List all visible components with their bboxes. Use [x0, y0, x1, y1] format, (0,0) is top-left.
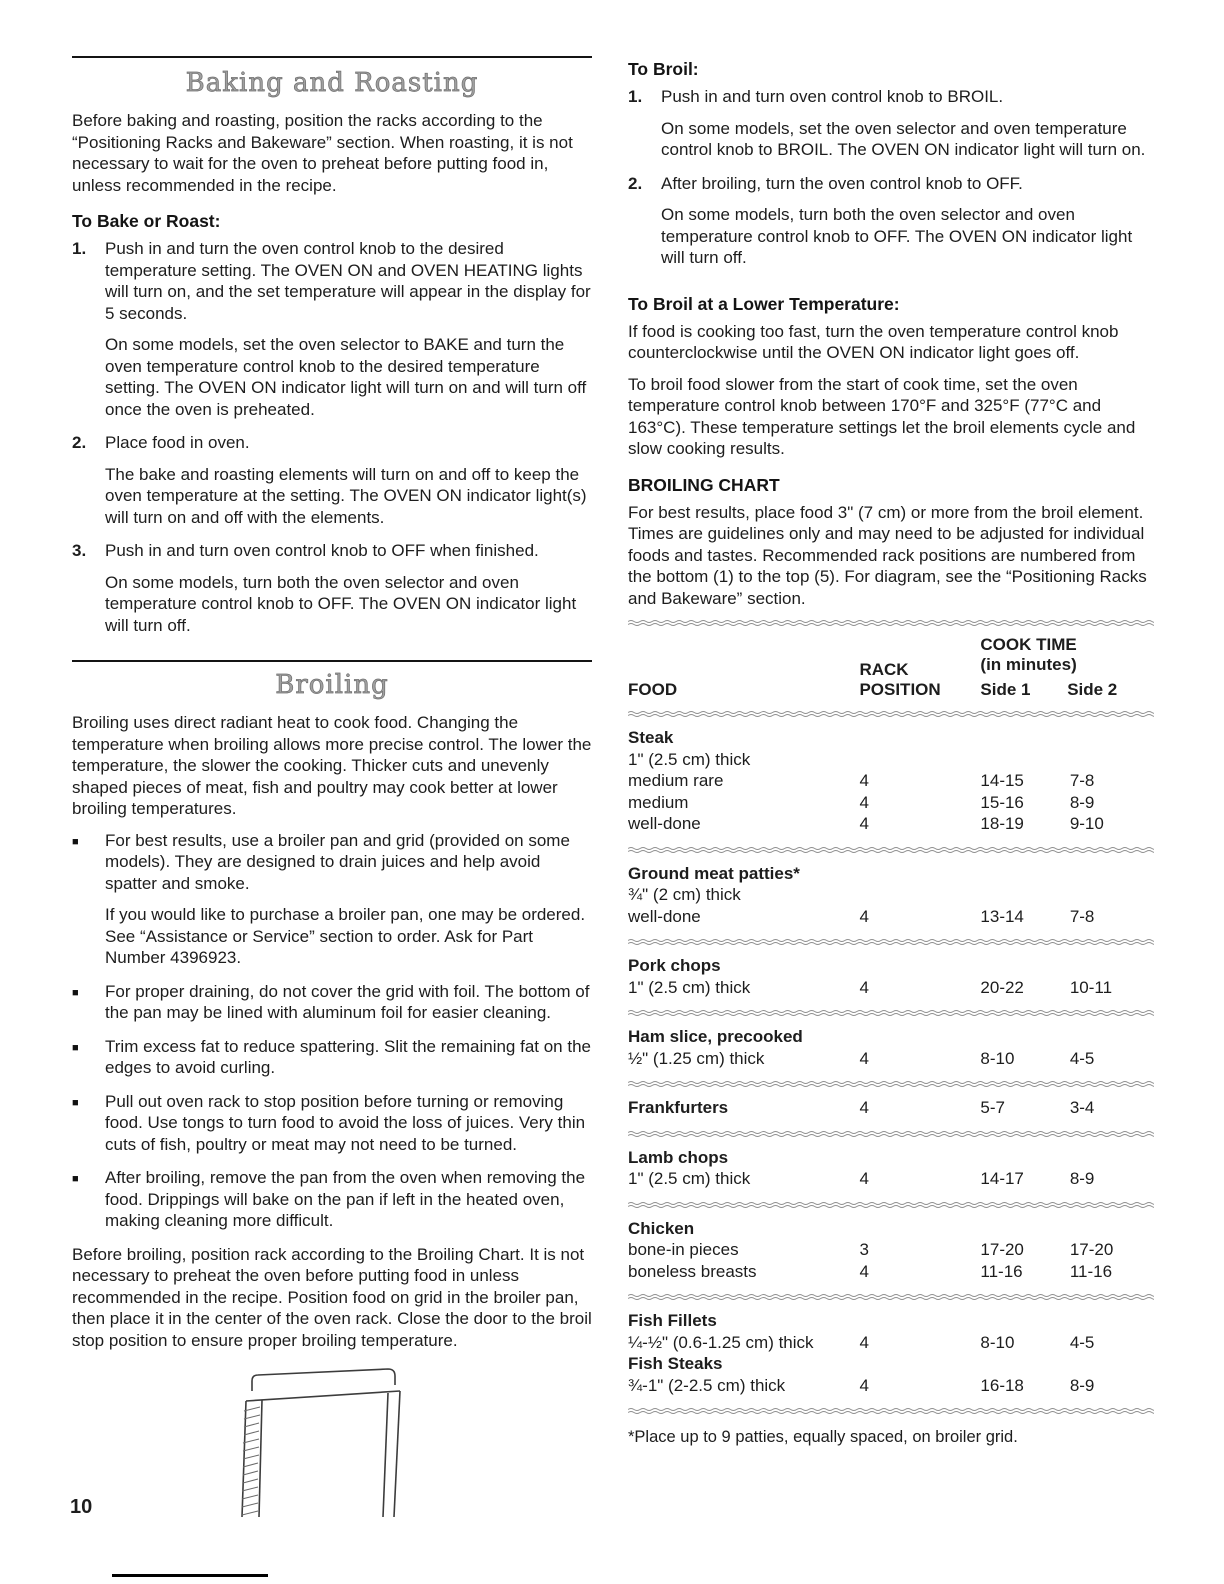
step-body [661, 173, 1154, 279]
table-cell-rack: 4 [859, 1332, 869, 1352]
step-number: 3. [72, 541, 87, 560]
table-cell-side1 [980, 863, 1069, 885]
table-cell-label: Chicken [628, 1218, 695, 1238]
table-cell-label: medium [628, 792, 689, 812]
step-text: On some models, turn both the oven selector and oven temperature control knob to OFF. The OVEN ON indicator light will turn off. [105, 572, 577, 635]
table-row [628, 955, 1154, 977]
broil-step-1 [628, 86, 1154, 171]
squiggle-divider [628, 1293, 1154, 1301]
table-cell-rack [859, 727, 980, 749]
table-cell-rack [859, 863, 980, 885]
table-cell-side1: 8-10 [980, 1332, 1015, 1352]
table-cell-side1: 15-16 [980, 792, 1024, 812]
table-row [628, 792, 1154, 814]
section-title-baking-roasting: Baking and Roasting [185, 68, 479, 98]
table-row [628, 770, 1154, 792]
chart-top-divider [628, 619, 1154, 627]
table-cell-rack: 4 [859, 1261, 869, 1281]
table-cell-rack: 3 [859, 1240, 869, 1259]
table-cell-rack: 4 [859, 814, 869, 833]
left-column [72, 56, 592, 1522]
broiling-chart [628, 619, 1154, 1449]
chart-header [628, 627, 1154, 710]
table-cell-side1: 16-18 [980, 1375, 1024, 1395]
table-cell-label: ½" (1.25 cm) thick [628, 1048, 765, 1068]
step-text: Push in and turn the oven control knob to the desired temperature setting. The OVEN ON and OVEN HEATING lights will turn on, and the set temperature will appear in the display for 5 seconds. [105, 239, 591, 323]
squiggle-divider [628, 710, 1154, 718]
table-group [628, 718, 1154, 846]
table-cell-label: ¾-1" (2-2.5 cm) thick [628, 1375, 786, 1395]
bullet-text: For proper draining, do not cover the grid with foil. The bottom of the pan may be lined with aluminum foil for easier cleaning. [105, 981, 590, 1022]
table-cell-side1: 14-17 [980, 1169, 1024, 1188]
table-cell-rack: 4 [859, 1048, 869, 1068]
table-cell-side2: 8-9 [1069, 792, 1095, 812]
table-cell-side1: 8-10 [980, 1048, 1015, 1068]
table-cell-label: bone-in pieces [628, 1240, 739, 1259]
table-cell-side2: 7-8 [1069, 906, 1095, 926]
oven-door-drawing [222, 1367, 412, 1517]
step-text: On some models, set the oven selector and oven temperature control knob to BROIL. The OVEN ON indicator light will turn on. [661, 118, 1146, 159]
broiling-bullet-1 [72, 830, 592, 979]
section-title-broiling: Broiling [275, 670, 389, 700]
step-body [105, 238, 592, 430]
table-cell-side1 [980, 1026, 1069, 1048]
table-cell-label: Steak [628, 728, 674, 747]
bullet-body [105, 830, 592, 979]
table-row [628, 727, 1154, 749]
bake-roast-heading: To Bake or Roast: [72, 211, 221, 231]
step-number: 1. [72, 239, 87, 258]
table-cell-label: 1" (2.5 cm) thick [628, 749, 751, 769]
square-bullet-icon: ■ [72, 1041, 79, 1054]
table-group [628, 946, 1154, 1009]
chart-header-divider [628, 710, 1154, 718]
bullet-body [105, 1036, 592, 1089]
table-cell-side2 [1070, 863, 1154, 885]
broiling-closing: Before broiling, position rack according to the Broiling Chart. It is not necessary to preheat the oven before putting food in unless recommended in the recipe. Position food on grid in the broiler pan, then place it in the center of the oven rack. Close the door to the broil stop position to ensure proper broiling temperature. [72, 1244, 592, 1350]
squiggle-divider [628, 1080, 1154, 1088]
table-group [628, 854, 1154, 939]
col-header-cook-line2: (in minutes) [980, 655, 1077, 674]
table-cell-label: 1" (2.5 cm) thick [628, 977, 751, 997]
table-cell-side2 [1070, 1218, 1154, 1240]
table-cell-rack: 4 [859, 1169, 869, 1188]
table-cell-side1: 5-7 [980, 1098, 1005, 1117]
table-cell-side2 [1070, 884, 1154, 906]
square-bullet-icon: ■ [72, 835, 79, 848]
step-text: Push in and turn oven control knob to OFF when finished. [105, 541, 539, 560]
table-cell-side1 [980, 727, 1069, 749]
table-cell-side2 [1070, 1310, 1154, 1332]
table-cell-side1 [980, 749, 1069, 771]
table-cell-side1 [980, 1218, 1069, 1240]
broiling-chart-intro: For best results, place food 3" (7 cm) or more from the broil element. Times are guidelines only and may need to be adjusted for individual foods and tastes. Recommended rack positions are numbered from the bottom (1) to the top (5). For diagram, see the “Positioning Racks and Bakeware” section. [628, 502, 1147, 608]
table-cell-label: Ground meat patties* [628, 863, 800, 883]
bake-step-2 [72, 432, 592, 538]
table-cell-rack: 4 [859, 977, 869, 997]
table-cell-rack: 4 [859, 906, 869, 926]
table-cell-rack [859, 1218, 980, 1240]
squiggle-divider [628, 938, 1154, 946]
col-header-side2: Side 2 [1067, 680, 1118, 699]
bullet-body [105, 1091, 592, 1166]
table-cell-rack: 4 [859, 792, 869, 812]
table-row [628, 977, 1154, 999]
manual-page [72, 56, 1154, 1522]
table-row [628, 813, 1154, 835]
bullet-text: If you would like to purchase a broiler pan, one may be ordered. See “Assistance or Service” section to order. Ask for Part Number 4396923. [105, 905, 586, 967]
section-rule [72, 660, 592, 662]
table-cell-rack [859, 1310, 980, 1332]
bake-step-3 [72, 540, 592, 646]
step-number: 1. [628, 87, 643, 106]
table-cell-side1: 20-22 [980, 977, 1024, 997]
table-group [628, 1017, 1154, 1080]
table-group [628, 1088, 1154, 1130]
squiggle-divider [628, 1130, 1154, 1138]
bullet-text: For best results, use a broiler pan and grid (provided on some models). They are designed to drain juices and help avoid spatter and smoke. [105, 830, 570, 893]
table-cell-rack [859, 955, 980, 977]
bullet-text: After broiling, remove the pan from the oven when removing the food. Drippings will bake on the pan if left in the heated oven, making cleaning more difficult. [105, 1168, 586, 1230]
table-cell-rack [859, 1026, 980, 1048]
step-number: 2. [628, 173, 643, 193]
step-body [105, 432, 592, 538]
step-text: The bake and roasting elements will turn on and off to keep the oven temperature at the setting. The OVEN ON indicator light(s) will turn on and off with the elements. [105, 464, 587, 527]
table-group [628, 1301, 1154, 1407]
oven-door-illustration [222, 1367, 592, 1522]
col-header-rack-line2: POSITION [859, 680, 941, 699]
squiggle-divider [628, 1009, 1154, 1017]
lower-temp-heading: To Broil at a Lower Temperature: [628, 293, 900, 314]
table-cell-side2: 7-8 [1069, 771, 1095, 790]
squiggle-divider [628, 846, 1154, 854]
table-row [628, 1147, 1154, 1169]
broiling-bullet-4 [72, 1091, 592, 1166]
table-cell-rack [859, 749, 980, 771]
step-text: Place food in oven. [105, 433, 250, 452]
bullet-body [105, 1167, 592, 1242]
broiling-intro: Broiling uses direct radiant heat to cook food. Changing the temperature when broiling allows more precise control. The lower the temperature, the slower the cooking. Thicker cuts and unevenly shaped pieces of meat, fish and poultry may cook better at lower broiling temperatures. [72, 713, 592, 818]
table-row [628, 1048, 1154, 1070]
table-row [628, 884, 1154, 906]
table-cell-rack [859, 1147, 980, 1169]
table-row [628, 906, 1154, 928]
table-cell-side2: 11-16 [1069, 1261, 1113, 1281]
table-cell-side2 [1070, 955, 1154, 977]
table-cell-side2 [1070, 727, 1154, 749]
table-cell-side2: 3-4 [1069, 1098, 1095, 1117]
square-bullet-icon: ■ [72, 986, 79, 999]
table-cell-label: well-done [628, 814, 701, 833]
table-group [628, 1138, 1154, 1201]
table-cell-label: Ham slice, precooked [628, 1027, 803, 1046]
table-cell-side2: 17-20 [1069, 1240, 1114, 1259]
table-cell-rack [859, 884, 980, 906]
top-rule [72, 56, 592, 58]
table-cell-label: medium rare [628, 771, 724, 790]
table-group [628, 1209, 1154, 1294]
table-cell-side1: 13-14 [980, 906, 1024, 926]
col-header-sides [980, 680, 1154, 700]
table-cell-side1 [980, 884, 1069, 906]
table-cell-label: boneless breasts [628, 1261, 757, 1281]
table-row [628, 1310, 1154, 1332]
table-cell-label: Lamb chops [628, 1147, 729, 1167]
table-cell-side1 [980, 1147, 1069, 1169]
right-column [628, 56, 1154, 1522]
table-row [628, 1218, 1154, 1240]
step-text: On some models, set the oven selector to BAKE and turn the oven temperature control knob to the desired temperature setting. The OVEN ON indicator light will turn on and will turn off once the oven is preheated. [105, 335, 587, 419]
square-bullet-icon: ■ [72, 1096, 79, 1109]
step-body [661, 86, 1154, 171]
table-cell-side1 [980, 1353, 1069, 1375]
table-row [628, 1239, 1154, 1261]
table-cell-side1: 18-19 [980, 814, 1024, 833]
bottom-line [112, 1574, 268, 1577]
table-cell-rack: 4 [859, 771, 869, 790]
table-row [628, 863, 1154, 885]
baking-intro: Before baking and roasting, position the racks according to the “Positioning Racks and Bakeware” section. When roasting, it is not necessary to wait for the oven to preheat before putting food in, unless recommended in the recipe. [72, 111, 573, 195]
page-number: 10 [70, 1496, 93, 1518]
step-text: After broiling, turn the oven control knob to OFF. [661, 173, 1023, 193]
broiling-chart-rows [628, 718, 1154, 1415]
col-header-side1: Side 1 [980, 680, 1031, 699]
table-row [628, 1168, 1154, 1190]
bullet-text: Pull out oven rack to stop position before turning or removing food. Use tongs to turn food to avoid the loss of juices. Very thin cuts of fish, poultry or meat may not need to be turned. [105, 1091, 586, 1154]
table-cell-label: ¾" (2 cm) thick [628, 885, 741, 904]
bullet-text: Trim excess fat to reduce spattering. Slit the remaining fat on the edges to avoid curling. [105, 1036, 591, 1077]
bake-step-1 [72, 238, 592, 430]
table-cell-label: Fish Fillets [628, 1311, 717, 1330]
lower-temp-text: If food is cooking too fast, turn the oven temperature control knob counterclockwise until the OVEN ON indicator light goes off. [628, 321, 1119, 362]
col-header-food: FOOD [628, 680, 678, 699]
table-cell-label: Frankfurters [628, 1098, 729, 1117]
table-cell-rack [859, 1353, 980, 1375]
table-row [628, 1375, 1154, 1397]
bullet-body [105, 981, 592, 1034]
squiggle-divider [628, 619, 1154, 627]
step-body [105, 540, 592, 646]
to-broil-heading: To Broil: [628, 59, 699, 79]
table-cell-side2: 9-10 [1069, 814, 1104, 833]
step-text: Push in and turn oven control knob to BROIL. [661, 87, 1004, 106]
table-cell-side2: 4-5 [1069, 1332, 1095, 1352]
broiling-bullet-3 [72, 1036, 592, 1089]
table-cell-side1: 17-20 [980, 1240, 1024, 1259]
table-row [628, 1353, 1154, 1375]
col-header-rack-position [859, 660, 980, 700]
lower-temp-text: To broil food slower from the start of cook time, set the oven temperature control knob between 170°F and 325°F (77°C and 163°C). These temperature settings let the broil elements cycle and slow cooking results. [628, 374, 1136, 458]
table-cell-side1 [980, 955, 1069, 977]
table-cell-side2: 8-9 [1069, 1375, 1095, 1395]
broil-step-2 [628, 173, 1154, 279]
square-bullet-icon: ■ [72, 1173, 79, 1185]
table-cell-side1 [980, 1310, 1069, 1332]
step-text: On some models, turn both the oven selector and oven temperature control knob to OFF. The OVEN ON indicator light will turn off. [661, 205, 1133, 267]
step-number: 2. [72, 433, 87, 452]
table-cell-label: Pork chops [628, 956, 721, 975]
squiggle-divider [628, 1201, 1154, 1209]
broiling-bullet-5 [72, 1167, 592, 1242]
table-row [628, 749, 1154, 771]
table-row [628, 1261, 1154, 1283]
table-cell-side2: 8-9 [1069, 1169, 1095, 1188]
col-header-cook-time [980, 635, 1154, 700]
table-row [628, 1026, 1154, 1048]
table-row [628, 1332, 1154, 1354]
broiling-bullet-2 [72, 981, 592, 1034]
table-cell-side2 [1070, 749, 1154, 771]
table-cell-side1: 14-15 [980, 771, 1024, 790]
table-cell-side1: 11-16 [980, 1261, 1023, 1281]
squiggle-divider [628, 1407, 1154, 1415]
table-cell-side2 [1070, 1147, 1154, 1169]
table-cell-side2 [1070, 1026, 1154, 1048]
table-cell-label: ¼-½" (0.6-1.25 cm) thick [628, 1332, 814, 1352]
table-cell-side2: 4-5 [1069, 1048, 1095, 1068]
col-header-rack-line1: RACK [859, 660, 909, 679]
table-cell-rack: 4 [859, 1098, 869, 1117]
chart-footnote: *Place up to 9 patties, equally spaced, on broiler grid. [628, 1428, 1018, 1446]
col-header-cook-line1: COOK TIME [980, 635, 1077, 654]
table-cell-label: 1" (2.5 cm) thick [628, 1169, 751, 1188]
table-row [628, 1097, 1154, 1119]
table-cell-rack: 4 [859, 1375, 869, 1395]
table-cell-label: Fish Steaks [628, 1354, 723, 1373]
table-cell-side2 [1070, 1353, 1154, 1375]
table-cell-side2: 10-11 [1069, 977, 1113, 997]
broiling-chart-heading: BROILING CHART [628, 474, 780, 495]
table-cell-label: well-done [628, 906, 701, 926]
